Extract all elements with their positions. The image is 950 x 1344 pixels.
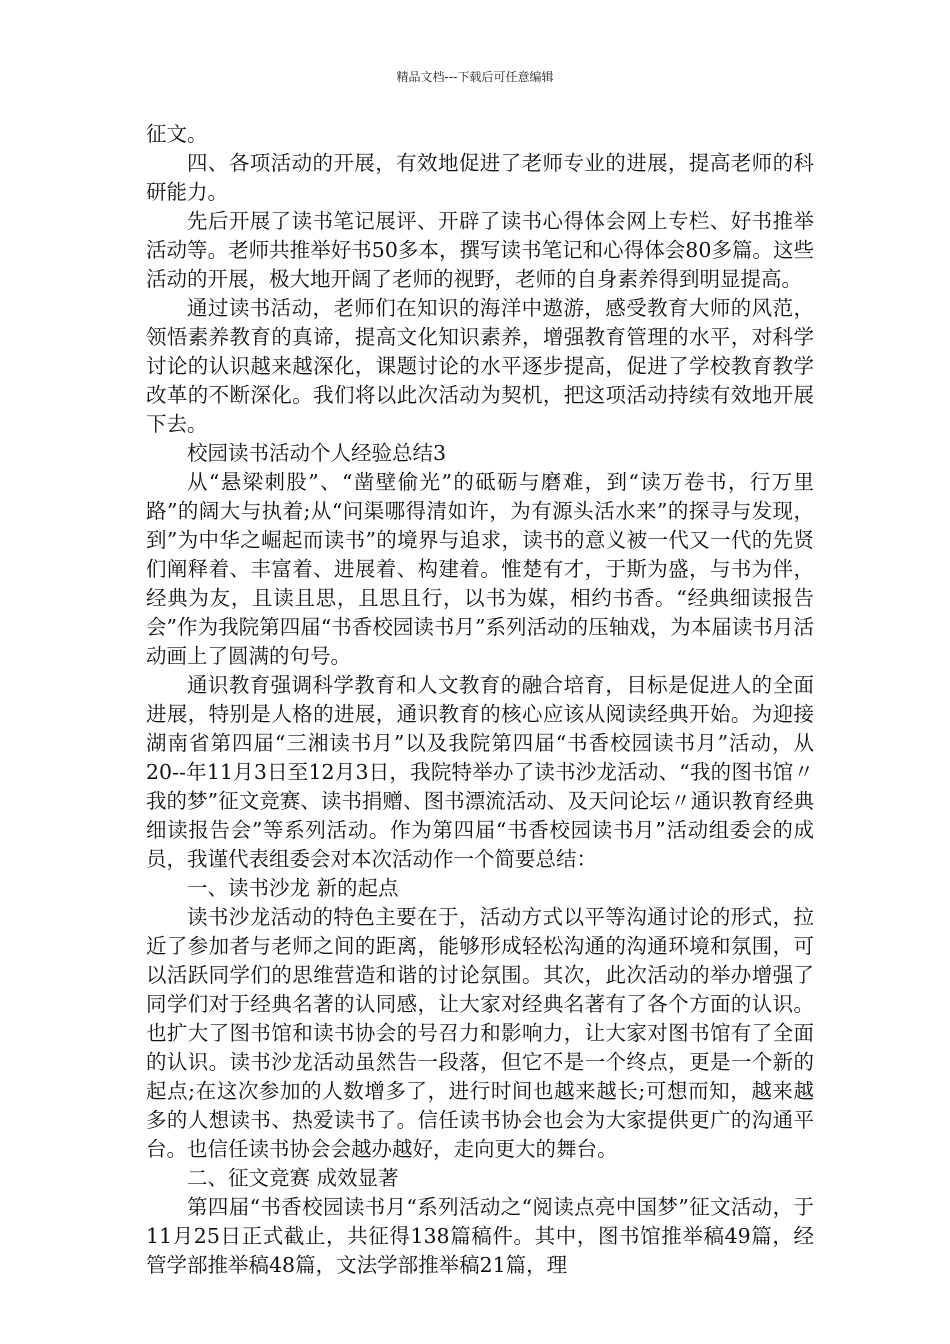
paragraph: 通过读书活动，老师们在知识的海洋中遨游，感受教育大师的风范，领悟素养教育的真谛，提高文化知识素养，增强教育管理的水平，对科学讨论的认识越来越深化，课题讨论的水平逐步提高，促进了学校教育教学改革的不断深化。我们将以此次活动为契机，把这项活动持续有效地开展下去。 <box>146 296 814 436</box>
paragraph: 第四届“书香校园读书月“系列活动之“阅读点亮中国梦”征文活动，于11月25日正式截止，共征得138篇稿件。其中，图书馆推举稿49篇，经管学部推举稿48篇，文法学部推举稿21篇，理 <box>146 1195 814 1277</box>
section-title: 校园读书活动个人经验总结3 <box>187 441 447 465</box>
document-body <box>146 120 814 1280</box>
paragraph: 征文。 <box>146 122 208 146</box>
paragraph: 从“悬梁刺股”、“凿壁偷光”的砥砺与磨难，到“读万卷书，行万里路”的阔大与执着;从“问渠哪得清如许，为有源头活水来”的探寻与发现，到”为中华之崛起而读书”的境界与追求，读书的意义被一代又一代的先贤们阐释着、丰富着、进展着、构建着。惟楚有才，于斯为盛，与书为伴，经典为友，且读且思，且思且行，以书为媒，相约书香。“经典细读报告会”作为我院第四届“书香校园读书月”系列活动的压轴戏，为本届读书月活动画上了圆满的句号。 <box>146 470 814 668</box>
paragraph: 先后开展了读书笔记展评、开辟了读书心得体会网上专栏、好书推举活动等。老师共推举好书50多本，撰写读书笔记和心得体会80多篇。这些活动的开展，极大地开阔了老师的视野，老师的自身素养得到明显提高。 <box>146 209 814 291</box>
section-heading: 一、读书沙龙 新的起点 <box>187 876 399 900</box>
page-header: 精品文档---下载后可任意编辑 <box>396 70 554 84</box>
section-heading: 二、征文竞赛 成效显著 <box>187 1166 399 1190</box>
paragraph: 通识教育强调科学教育和人文教育的融合培育，目标是促进人的全面进展，特别是人格的进展，通识教育的核心应该从阅读经典开始。为迎接湖南省第四届“三湘读书月”以及我院第四届“书香校园读书月”活动，从20--年11月3日至12月3日，我院特举办了读书沙龙活动、“我的图书馆〃我的梦”征文竞赛、读书捐赠、图书漂流活动、及天问论坛〃通识教育经典细读报告会”等系列活动。作为第四届“书香校园读书月”活动组委会的成员，我谨代表组委会对本次活动作一个简要总结： <box>146 673 814 871</box>
paragraph: 四、各项活动的开展，有效地促进了老师专业的进展，提高老师的科研能力。 <box>146 151 814 204</box>
paragraph: 读书沙龙活动的特色主要在于，活动方式以平等沟通讨论的形式，拉近了参加者与老师之间的距离，能够形成轻松沟通的沟通环境和氛围，可以活跃同学们的思维营造和谐的讨论氛围。其次，此次活动的举办增强了同学们对于经典名著的认同感，让大家对经典名著有了各个方面的认识。也扩大了图书馆和读书协会的号召力和影响力，让大家对图书馆有了全面的认识。读书沙龙活动虽然告一段落，但它不是一个终点，更是一个新的起点;在这次参加的人数增多了，进行时间也越来越长;可想而知，越来越多的人想读书、热爱读书了。信任读书协会也会为大家提供更广的沟通平台。也信任读书协会会越办越好，走向更大的舞台。 <box>146 905 814 1161</box>
